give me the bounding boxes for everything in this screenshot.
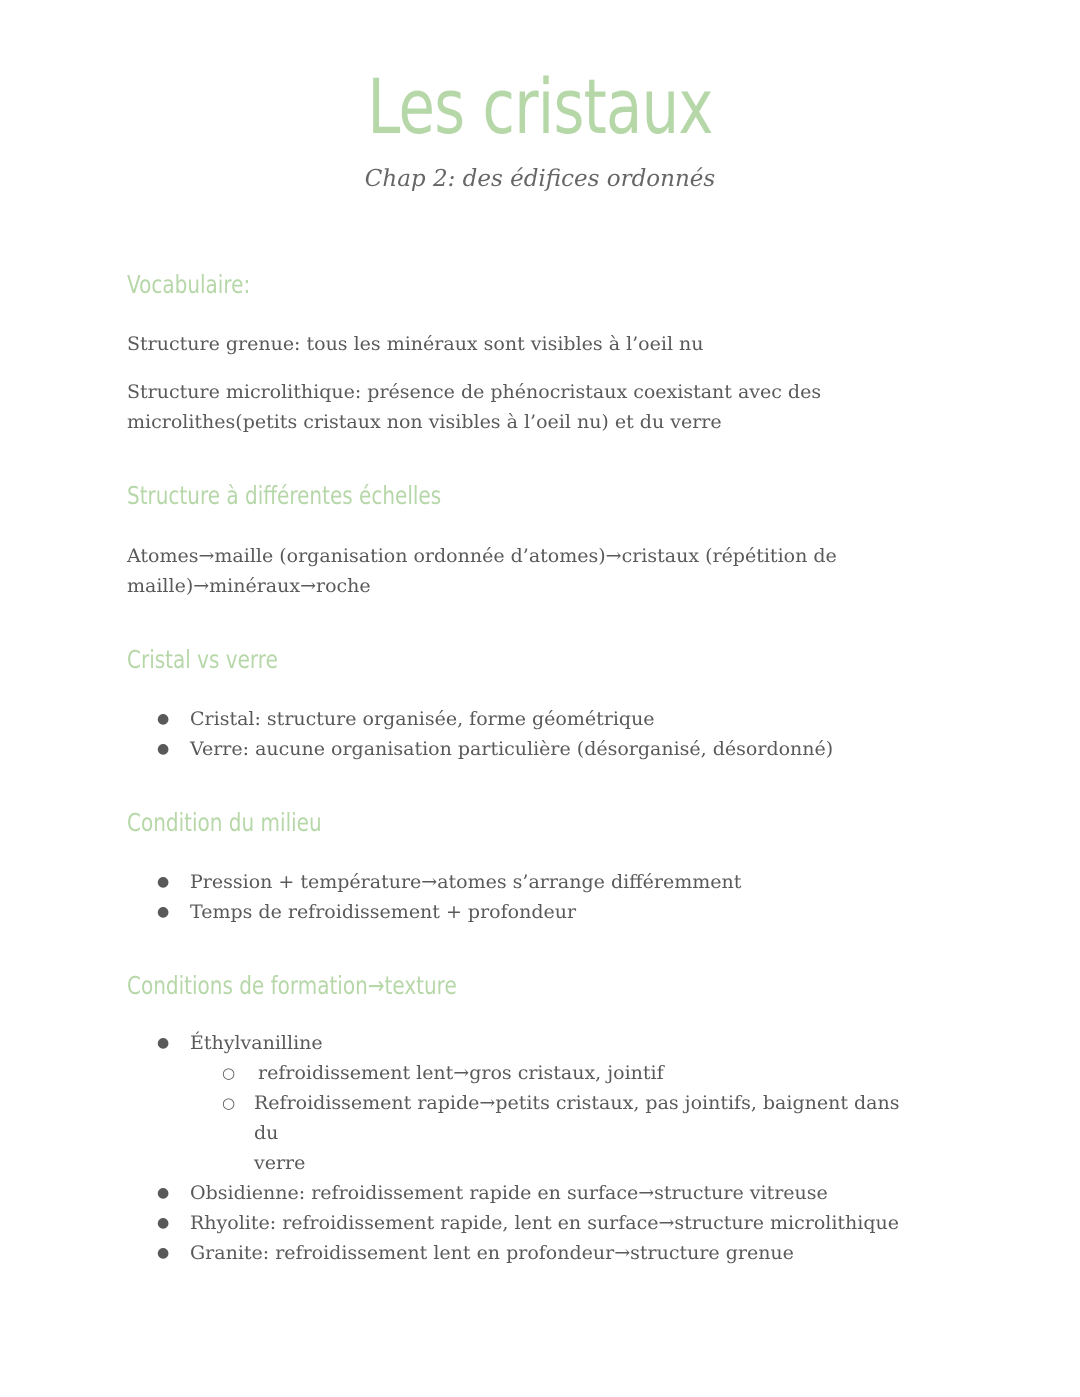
paragraph-grenue: Structure grenue: tous les minéraux sont visibles à l’oeil nu [127,333,704,355]
heading-formation: Conditions de formation→texture [127,971,457,1000]
sublist-item-continuation: verre [254,1152,306,1174]
paragraph-line: Atomes→maille (organisation ordonnée d’atomes)→cristaux (répétition de [127,545,837,567]
sublist-item: ○ refroidissement lent→gros cristaux, jointif [127,1058,927,1088]
heading-echelles: Structure à différentes échelles [127,481,442,510]
list-item-ethylvanilline: ● Éthylvanilline [127,1028,927,1058]
paragraph-line: Structure microlithique: présence de phénocristaux coexistant avec des [127,381,822,403]
list-item: ● Obsidienne: refroidissement rapide en surface→structure vitreuse [127,1178,927,1208]
list-item: ● Granite: refroidissement lent en profondeur→structure grenue [127,1238,927,1268]
heading-milieu: Condition du milieu [127,808,322,837]
paragraph-echelles [127,541,927,601]
list-cristal-verre [127,704,927,764]
document-body [127,270,927,1268]
list-item: ● Rhyolite: refroidissement rapide, lent en surface→structure microlithique [127,1208,927,1238]
page-subtitle: Chap 2: des édifices ordonnés [364,166,716,192]
sublist-item: ○ Refroidissement rapide→petits cristaux, pas jointifs, baignent dans du [127,1088,927,1148]
paragraph-line: maille)→minéraux→roche [127,575,371,597]
list-item: ● Pression + température→atomes s’arrange différemment [127,867,927,897]
heading-vocabulaire: Vocabulaire: [127,270,251,299]
page-title: Les cristaux [367,62,713,151]
list-formation [127,1028,927,1268]
list-item: ● Temps de refroidissement + profondeur [127,897,927,927]
paragraph-microlithique [127,377,927,437]
heading-cristal-verre: Cristal vs verre [127,645,278,674]
list-item: ● Verre: aucune organisation particulière (désorganisé, désordonné) [127,734,927,764]
paragraph-line: microlithes(petits cristaux non visibles à l’oeil nu) et du verre [127,411,722,433]
list-item: ● Cristal: structure organisée, forme géométrique [127,704,927,734]
list-milieu [127,867,927,927]
